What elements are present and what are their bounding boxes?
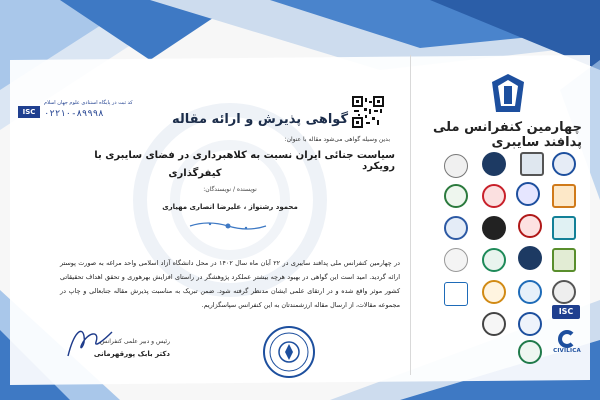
sponsor-logo-icon [518, 340, 542, 364]
sponsor-logo-icon [552, 216, 576, 240]
sponsor-logo-icon [482, 152, 506, 176]
sponsor-logo-icon [518, 246, 542, 270]
signer-role: رئیس و دبیر علمی کنفرانس [99, 338, 170, 345]
official-seal-icon [262, 325, 316, 379]
isc-logo: ISC [552, 305, 580, 319]
paper-title-line2: کیفرگذاری [168, 168, 222, 179]
isc-registration [18, 100, 148, 124]
civilica-label: CIVILICA [553, 348, 581, 354]
isc-registration-label: کد ثبت در پایگاه استنادی علوم جهان اسلام [44, 100, 133, 106]
signer-name: دکتر بابک پورقهرمانی [93, 350, 170, 358]
sponsor-logo-icon [552, 248, 576, 272]
sponsor-logo-icon [518, 312, 542, 336]
isc-registration-badge: ISC [18, 106, 40, 118]
sponsor-logo-icon [444, 184, 468, 208]
sponsor-logo-icon [444, 216, 468, 240]
sponsor-logo-icon [552, 184, 576, 208]
isc-registration-code: ۰۲۲۱۰-۸۹۹۹۸ [44, 109, 104, 119]
sponsor-logo-icon [516, 182, 540, 206]
sponsor-logo-icon [444, 154, 468, 178]
sponsor-logo-icon [552, 280, 576, 304]
sponsor-logo-icon [482, 184, 506, 208]
sponsor-logo-icon [482, 248, 506, 272]
sponsor-logo-icon [482, 312, 506, 336]
panel-divider [410, 55, 411, 375]
certificate-title: گواهی پذیرش و ارائه مقاله [171, 112, 349, 127]
authors: محمود رشنواز ، علیرضا انصاری مهیاری [162, 203, 298, 211]
sponsor-logo-icon [518, 280, 542, 304]
sponsor-logo-icon [444, 248, 468, 272]
authors-label: نویسنده / نویسندگان: [203, 186, 257, 193]
sponsor-logo-icon [482, 216, 506, 240]
certificate-body: در چهارمین کنفرانس ملی پدافند سایبری در ۲۲ آبان ماه سال ۱۴۰۲ در محل دانشگاه آزاد اسلامی واحد مراغه به صورت پوستر ارائه گردید. امید است این گواهی در بهبود هرچه بیشتر عملکرد پژوهشگر در راستای افزایش بهرهوری و تحقق اهداف تحقیقاتی کشور موثر واقع شده و در ارتقای علمی ایشان مدنظر گرفته شود. ضمن تبریک به مناسبت پذیرش مقاله جنابعالی و چاپ در مجموعه مقالات، از ارسال مقاله ارزشمندتان به این کنفرانس سپاسگزاریم. [60, 259, 401, 309]
sponsor-logo-icon [520, 152, 544, 176]
civilica-logo [552, 330, 582, 360]
civilica-icon [558, 330, 576, 348]
conference-title: چهارمین کنفرانس ملی پدافند سایبری [433, 120, 582, 150]
ornament-divider-icon [188, 220, 268, 232]
university-logo-icon [490, 72, 526, 116]
sponsor-logo-icon [444, 282, 468, 306]
paper-title-line1: سیاست جنائی ایران نسبت به کلاهبرداری در فضای سایبری با رویکرد [94, 150, 395, 172]
sponsor-logo-icon [552, 152, 576, 176]
certificate-intro: بدین وسیله گواهی می‌شود مقاله با عنوان: [284, 136, 390, 143]
sponsor-logo-icon [518, 214, 542, 238]
sponsor-logo-icon [482, 280, 506, 304]
